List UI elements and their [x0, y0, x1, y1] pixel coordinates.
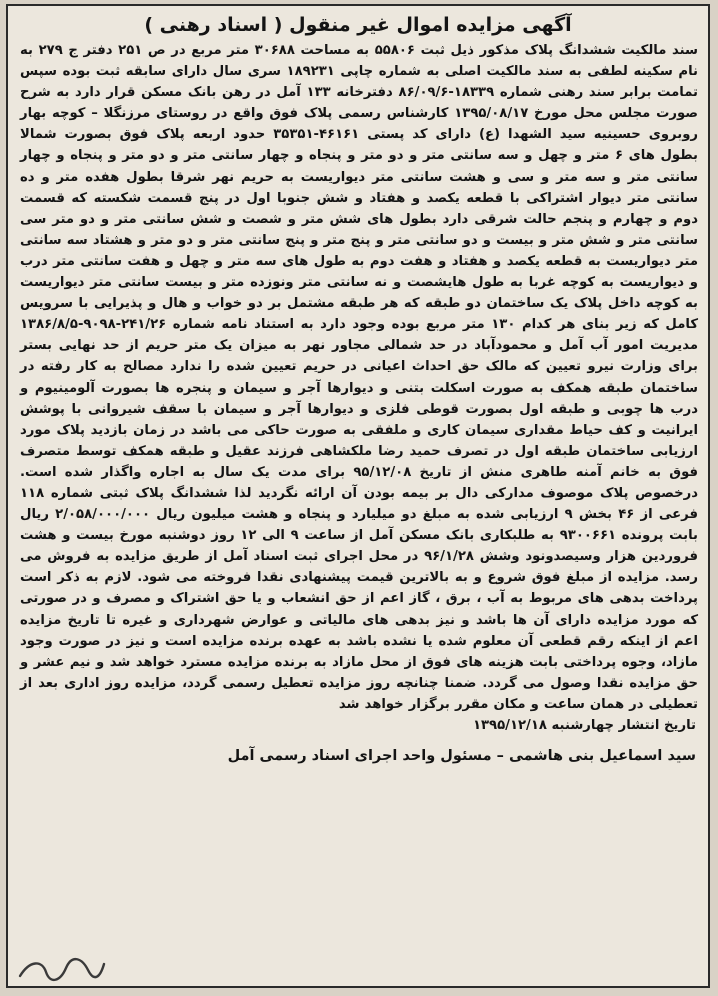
signature-line: سید اسماعیل بنی هاشمی – مسئول واحد اجرای اسناد رسمی آمل [227, 748, 696, 764]
handwritten-mark [16, 950, 106, 984]
newspaper-notice [6, 4, 710, 988]
notice-title: آگهی مزایده اموال غیر منقول ( اسناد رهنی ) [144, 14, 572, 36]
publish-date: تاریخ انتشار چهارشنبه ۱۳۹۵/۱۲/۱۸ [472, 718, 696, 733]
notice-body: سند مالکیت ششدانگ پلاک مذکور ذیل ثبت ۵۵۸۰۶ به مساحت ۳۰۶۸۸ متر مربع در ص ۲۵۱ دفتر ج ۲۷۹ به نام سکینه لطفی به سند مالکیت اصلی به شماره چاپی ۱۸۹۲۳۱ سری سال دارای سابقه ثبت بوده سپس تمامت برابر سند رهنی شماره ۱۸۳۳۹-۸۶/۰۹/۶ دفترخانه ۱۳۳ آمل در رهن بانک مسکن قرار دارد به شرح صورت مجلس محل مورخ ۱۳۹۵/۰۸/۱۷ کارشناس رسمی پلاک فوق واقع در روستای مرزنگلا – کوچه بهار روبروی حسینیه سید الشهدا (ع) دارای کد پستی ۴۶۱۶۱-۳۵۳۵۱ حدود اربعه پلاک فوق بصورت شمالا بطول های ۶ متر و چهل و سه سانتی متر و دو متر و پنجاه و چهار سانتی متر و دو متر و پنجاه و چهار سانتی متر و سه متر و سی و هشت سانتی متر دیواریست به حریم نهر شرقا بطول هفده متر و ده سانتی متر دیوار اشتراکی با قطعه یکصد و هفتاد و شش جنوبا اول در پنج قسمت شکسته که قسمت دوم و چهارم و پنجم حالت شرقی دارد بطول های شش متر و شصت و شش سانتی متر و دو متر سی سانتی متر و شش متر و بیست و دو سانتی متر و پنج متر و پنج سانتی متر و دو متر و هشتاد سه سانتی متر دیواریست به قطعه یکصد و هفتاد و هفت دوم به طول های سه متر و چهل و هفت سانتی متر درب و دیواریست به کوچه غربا به طول هایشصت و نه سانتی متر ونوزده متر و بیست سانتی متر دیواریست به کوچه داخل پلاک یک ساختمان دو طبقه که هر طبقه مشتمل بر دو خواب و هال و پذیرایی با سرویس کامل که زیر بنای هر کدام ۱۳۰ متر مربع بوده وجود دارد به استناد نامه شماره ۲۴۱/۲۶-۹۰۹۸-۱۳۸۶/۸/۵ مدیریت امور آب آمل و محمودآباد در حد شمالی مجاور نهر به میزان یک متر حریم از حد نهایی بستر برای وزارت نیرو تعیین که مالک حق احداث اعیانی در حریم تعیین شده را ندارد مصالح به کار رفته در ساختمان طبقه همکف به صورت اسکلت بتنی و دیوارها آجر و سیمان و پنجره ها بصورت آلومینیوم و درب ها چوبی و طبقه اول بصورت قوطی فلزی و دیوارها آجر و سیمان با سقف شیروانی با پوشش ایرانیت و کف حیاط مقداری سیمان کاری و ملفقی به صورت حاکی می باشد در زمان بازدید پلاک مورد ارزیابی ساختمان طبقه اول در تصرف حمید رضا ملکشاهی فرزند عقیل و طبقه همکف توسط متصرف فوق به خانم آمنه طاهری منش از تاریخ ۹۵/۱۲/۰۸ برای مدت یک سال به اجاره واگذار شده است. درخصوص پلاک موصوف مدارکی دال بر بیمه بودن آن ارائه نگردید لذا ششدانگ پلاک ثبتی شماره ۱۱۸ فرعی از ۴۶ بخش ۹ ارزیابی شده به مبلغ دو میلیارد و پنجاه و هشت میلیون ریال ۲/۰۵۸/۰۰۰/۰۰۰ ریال بابت پرونده ۹۳۰۰۶۶۱ به طلبکاری بانک مسکن آمل از ساعت ۹ الی ۱۲ روز دوشنبه مورخ بیست و هشت فروردین هزار وسیصدونود وشش ۹۶/۱/۲۸ در محل اجرای ثبت اسناد آمل از طریق مزایده به فروش می رسد. مزایده از مبلغ فوق شروع و به بالاترین قیمت پیشنهادی نقدا فروخته می شود. لازم به ذکر است پرداخت بدهی های مربوط به آب ، برق ، گاز اعم از حق انشعاب و یا حق اشتراک و مصرف و در صورتی که مورد مزایده دارای آن ها باشد و نیز بدهی های مالیاتی و عوارض شهرداری و غیره تا تاریخ مزایده اعم از اینکه رقم قطعی آن معلوم شده یا نشده باشد به عهده برنده مزایده است و نیز در صورت وجود مازاد، وجوه پرداختی بابت هزینه های فوق از محل مازاد به برنده مزایده مسترد خواهد شد و نیم عشر و حق مزایده نقدا وصول می گردد. ضمنا چنانچه روز مزایده تعطیل رسمی گردد، مزایده روز اداری بعد از تعطیلی در همان ساعت و مکان مقرر برگزار خواهد شد [20, 43, 699, 712]
